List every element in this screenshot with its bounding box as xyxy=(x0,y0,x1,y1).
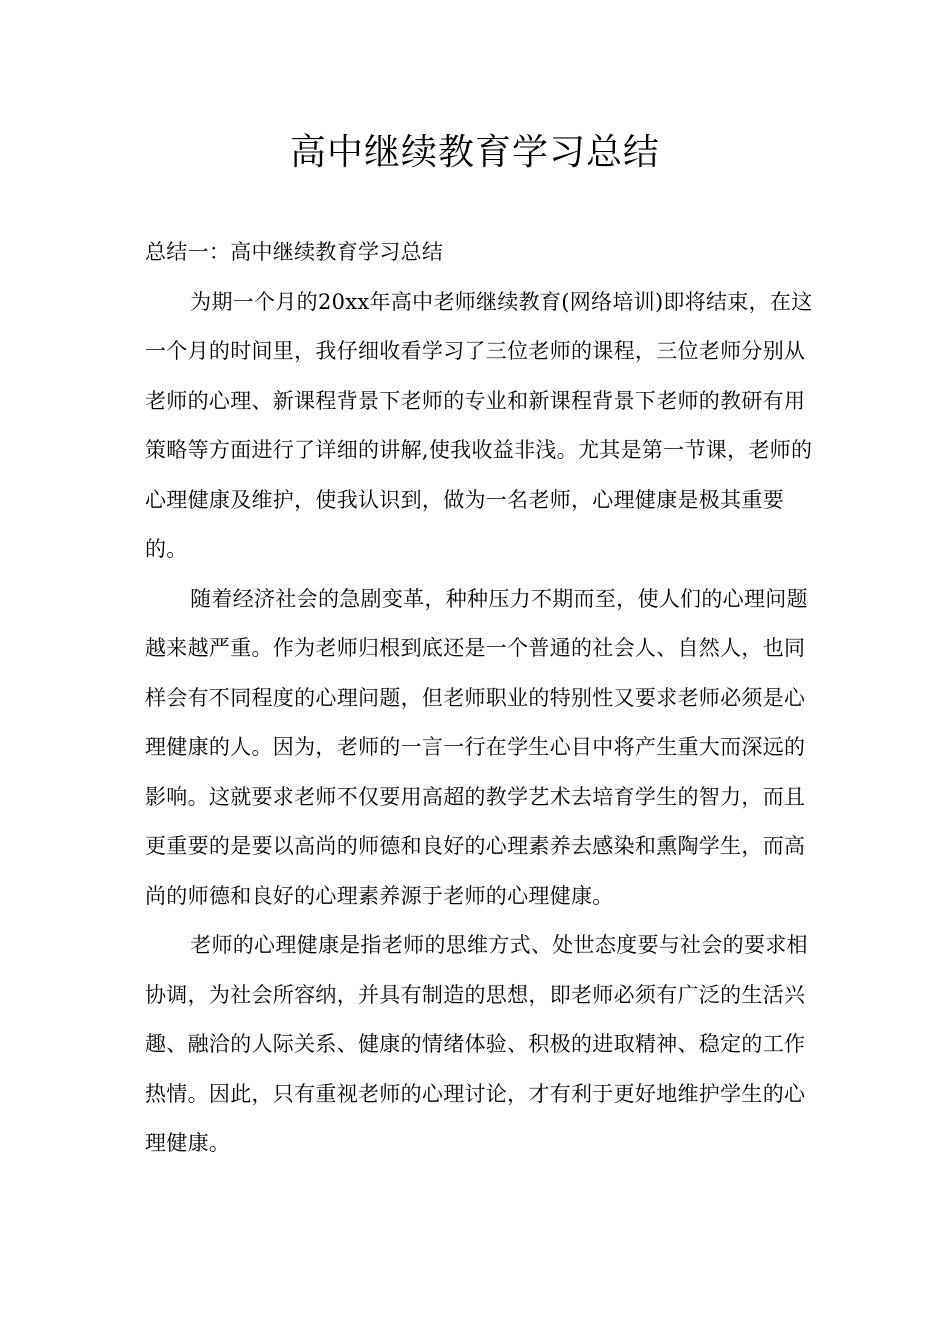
section-heading: 总结一：高中继续教育学习总结 xyxy=(145,240,444,264)
paragraph-3: 老师的心理健康是指老师的思维方式、处世态度要与社会的要求相协调，为社会所容纳，并具有制造的思想，即老师必须有广泛的生活兴趣、融洽的人际关系、健康的情绪体验、积极的进取精神、稳定的工作热情。因此，只有重视老师的心理讨论，才有利于更好地维护学生的心理健康。 xyxy=(145,933,808,1155)
document-title: 高中继续教育学习总结 xyxy=(289,132,660,173)
paragraph-2: 随着经济社会的急剧变革，种种压力不期而至，使人们的心理问题越来越严重。作为老师归根到底还是一个普通的社会人、自然人，也同样会有不同程度的心理问题，但老师职业的特别性又要求老师必须是心理健康的人。因为，老师的一言一行在学生心目中将产生重大而深远的影响。这就要求老师不仅要用高超的教学艺术去培育学生的智力，而且更重要的是要以高尚的师德和良好的心理素养去感染和熏陶学生，而高尚的师德和良好的心理素养源于老师的心理健康。 xyxy=(145,586,808,908)
paragraph-1: 为期一个月的20xx年高中老师继续教育(网络培训)即将结束，在这一个月的时间里，我仔细收看学习了三位老师的课程，三位老师分别从老师的心理、新课程背景下老师的专业和新课程背景下老师的教研有用策略等方面进行了详细的讲解,使我收益非浅。尤其是第一节课，老师的心理健康及维护，使我认识到，做为一名老师，心理健康是极其重要的。 xyxy=(145,289,813,561)
document-body xyxy=(145,228,825,1169)
